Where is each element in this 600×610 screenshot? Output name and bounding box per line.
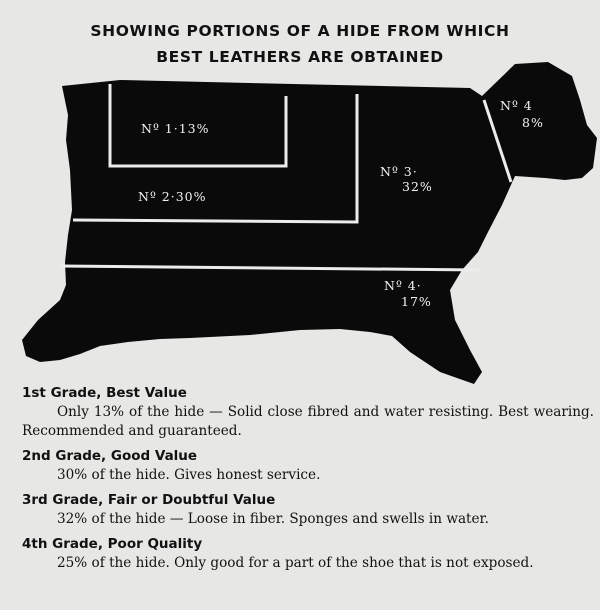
grade-item <box>22 535 594 573</box>
title-line-1: SHOWING PORTIONS OF A HIDE FROM WHICH <box>90 22 510 40</box>
grade-title: 2nd Grade, Good Value <box>22 448 198 464</box>
grade-list <box>22 384 594 579</box>
grade-item <box>22 447 594 485</box>
grade-description: 25% of the hide. Only good for a part of the shoe that is not exposed. <box>57 555 534 571</box>
grade-title: 4th Grade, Poor Quality <box>22 536 203 552</box>
region-no4-belly-percent: 17% <box>401 294 432 309</box>
region-no3-label: Nº 3· <box>380 164 418 179</box>
grade-item <box>22 384 594 441</box>
region-no1-label: Nº 1·13% <box>141 121 210 136</box>
grade-item <box>22 491 594 529</box>
region-no4-belly-label: Nº 4· <box>384 278 422 293</box>
region-no4-head-label: Nº 4 <box>500 98 533 113</box>
grade-description: Only 13% of the hide — Solid close fibred and water resisting. Best wearing. Recommended and guaranteed. <box>22 404 594 439</box>
region-no2-label: Nº 2·30% <box>138 189 207 204</box>
title-line-2: BEST LEATHERS ARE OBTAINED <box>156 48 444 66</box>
grade-title: 3rd Grade, Fair or Doubtful Value <box>22 492 276 508</box>
grade-description: 30% of the hide. Gives honest service. <box>57 467 321 483</box>
grade-description: 32% of the hide — Loose in fiber. Sponges and swells in water. <box>57 511 489 527</box>
grade-title: 1st Grade, Best Value <box>22 385 187 401</box>
region-no4-head-percent: 8% <box>522 115 544 130</box>
region-no3-percent: 32% <box>402 179 433 194</box>
